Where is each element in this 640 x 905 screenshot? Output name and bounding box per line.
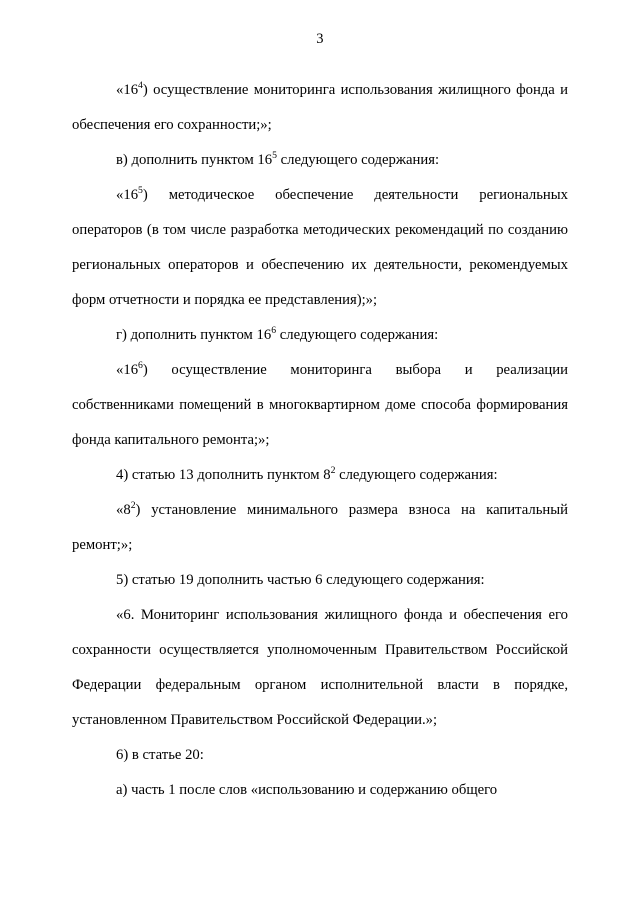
superscript-run: 5: [272, 149, 277, 161]
text-run: ) осуществление мониторинга выбора и реализации собственниками помещений в многоквартирном доме способа формирования фонда капитального ремонта;»;: [72, 361, 568, 448]
paragraph: [72, 598, 568, 738]
text-run: «16: [116, 361, 139, 378]
superscript-run: 2: [130, 499, 136, 511]
paragraph: [72, 318, 568, 353]
paragraph: [72, 178, 568, 318]
text-run: «16: [116, 186, 139, 203]
text-run: 5) статью 19 дополнить частью 6 следующего содержания:: [116, 571, 485, 588]
text-run: 6) в статье 20:: [116, 746, 204, 763]
superscript-run: 6: [138, 359, 143, 371]
text-run: г) дополнить пунктом 16: [116, 326, 272, 343]
superscript-run: 5: [138, 184, 143, 196]
text-run: следующего содержания:: [276, 326, 439, 343]
paragraph: [72, 493, 568, 563]
text-run: ) методическое обеспечение деятельности региональных операторов (в том числе разработка методических рекомендаций по созданию региональных операторов и обеспечению их деятельности, рекомендуемых форм отчетности и порядка ее представления);»;: [72, 186, 568, 308]
text-run: «6. Мониторинг использования жилищного фонда и обеспечения его сохранности осуществляется уполномоченным Правительством Российской Федерации федеральным органом исполнительной власти в порядке, установленном Правительством Российской Федерации.»;: [72, 606, 568, 728]
text-run: ) осуществление мониторинга использования жилищного фонда и обеспечения его сохранности;»;: [72, 81, 568, 133]
text-run: «16: [116, 81, 139, 98]
text-run: следующего содержания:: [276, 151, 440, 168]
paragraph: [72, 738, 568, 773]
page-number: 3: [316, 31, 324, 47]
text-run: следующего содержания:: [335, 466, 498, 483]
text-run: 4) статью 13 дополнить пунктом 8: [116, 466, 331, 483]
paragraph: [72, 73, 568, 143]
text-run: ) установление минимального размера взноса на капитальный ремонт;»;: [72, 501, 568, 553]
paragraph: [72, 563, 568, 598]
text-run: «8: [116, 501, 131, 518]
paragraph: [72, 773, 568, 808]
superscript-run: 2: [330, 464, 336, 476]
document-body: [72, 73, 568, 808]
superscript-run: 6: [271, 324, 277, 336]
text-run: а) часть 1 после слов «использованию и содержанию общего: [116, 781, 498, 798]
text-run: в) дополнить пунктом 16: [116, 151, 273, 168]
superscript-run: 4: [138, 79, 143, 91]
paragraph: [72, 458, 568, 493]
paragraph: [72, 353, 568, 458]
paragraph: [72, 143, 568, 178]
